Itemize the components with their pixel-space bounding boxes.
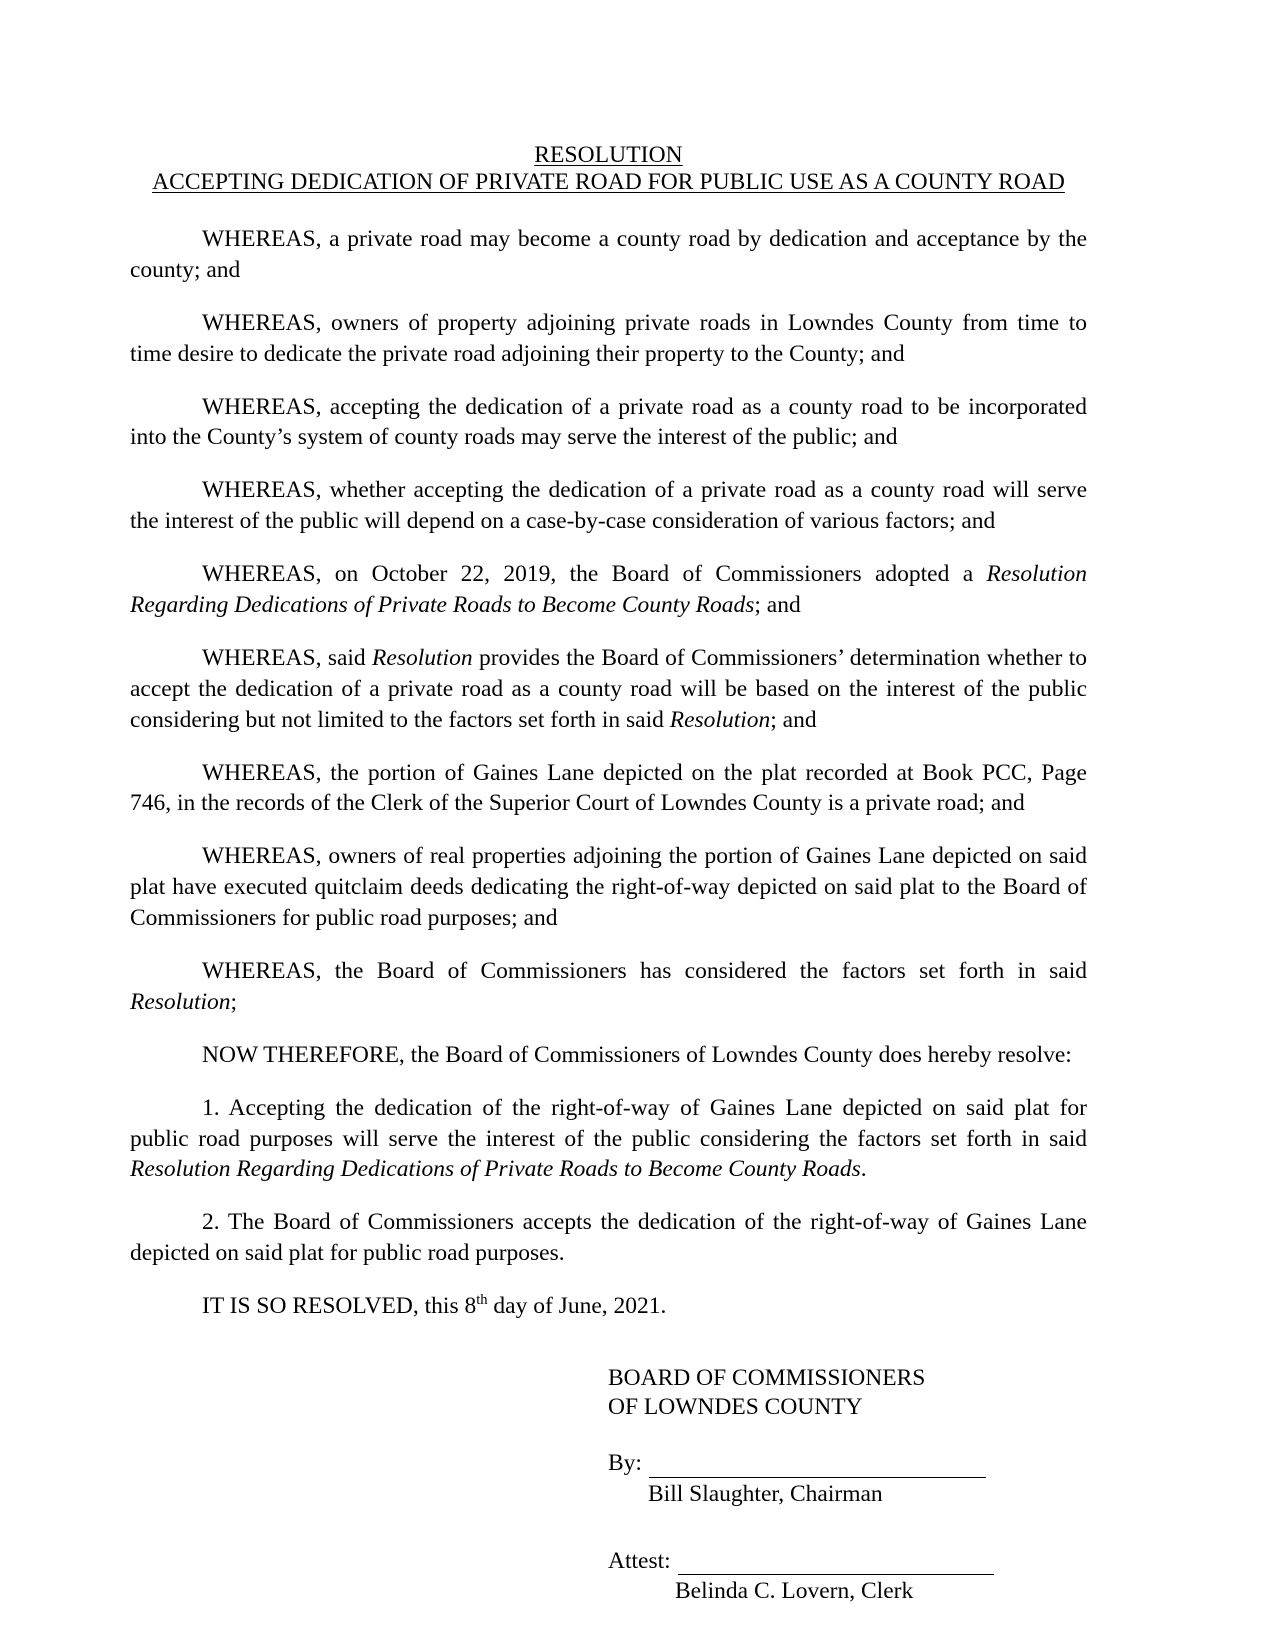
whereas-paragraph-4: WHEREAS, whether accepting the dedication of a private road as a county road will serve the interest of the public will depend on a case-by-case consideration of various factors; and (130, 477, 1087, 535)
whereas-5-text-b: ; and (754, 591, 801, 618)
whereas-paragraph-5 (130, 559, 1087, 621)
whereas-5-text-a: WHEREAS, on October 22, 2019, the Board of Commissioners adopted a (202, 561, 987, 588)
chairman-signature-row (608, 1449, 1087, 1478)
whereas-6-resolution-ref-1: Resolution (372, 644, 473, 671)
whereas-paragraph-8: WHEREAS, owners of real properties adjoining the portion of Gaines Lane depicted on said plat have executed quitclaim deeds dedicating the right-of-way depicted on said plat to the Board of Commissioners for public road purposes; and (130, 843, 1087, 932)
clerk-name: Belinda C. Lovern, Clerk (675, 1578, 914, 1605)
item-1-text-a: 1. Accepting the dedication of the right-of-way of Gaines Lane depicted on said plat for public road purposes will serve the interest of the public considering the factors set forth in said (130, 1094, 1087, 1152)
whereas-paragraph-3: WHEREAS, accepting the dedication of a private road as a county road to be incorporated into the County’s system of county roads may serve the interest of the public; and (130, 393, 1087, 451)
by-label: By: (608, 1449, 642, 1476)
signature-block (608, 1364, 1087, 1606)
clerk-signature-line[interactable] (678, 1556, 994, 1575)
whereas-paragraph-9 (130, 956, 1087, 1018)
whereas-9-text-b: ; (230, 988, 238, 1015)
whereas-5-resolution-title: Resolution Regarding Dedications of Private Roads to Become County Roads (130, 561, 1087, 618)
page-title: RESOLUTION (534, 142, 683, 168)
signature-org-line-2: OF LOWNDES COUNTY (608, 1393, 863, 1420)
whereas-paragraph-2: WHEREAS, owners of property adjoining private roads in Lowndes County from time to time desire to dedicate the private road adjoining their property to the County; and (130, 309, 1087, 367)
now-therefore-paragraph: NOW THEREFORE, the Board of Commissioners of Lowndes County does hereby resolve: (202, 1041, 1072, 1068)
title-line-1-wrap (130, 142, 1087, 169)
clerk-signature-row (608, 1547, 1087, 1576)
whereas-6-text-a: WHEREAS, said (202, 644, 373, 671)
whereas-paragraph-1: WHEREAS, a private road may become a county road by dedication and acceptance by the county; and (130, 225, 1087, 283)
so-resolved-text-a: IT IS SO RESOLVED, this 8 (202, 1293, 477, 1320)
whereas-9-resolution-ref: Resolution (130, 988, 231, 1015)
ordinal-suffix: th (476, 1292, 488, 1309)
whereas-6-text-c: ; and (770, 706, 817, 733)
whereas-9-text-a: WHEREAS, the Board of Commissioners has considered the factors set forth in said (202, 958, 1087, 984)
chairman-name: Bill Slaughter, Chairman (648, 1480, 883, 1507)
document-content (130, 142, 1087, 1606)
attest-label: Attest: (608, 1547, 671, 1574)
whereas-6-resolution-ref-2: Resolution (669, 706, 771, 733)
document-title-block (130, 142, 1087, 197)
signature-org-line-1: BOARD OF COMMISSIONERS (608, 1365, 926, 1392)
so-resolved-text-b: day of June, 2021. (487, 1293, 667, 1320)
item-1-resolution-title: Resolution Regarding Dedications of Private Roads to Become County Roads (130, 1156, 861, 1183)
resolve-item-1 (130, 1093, 1087, 1186)
whereas-paragraph-6 (130, 643, 1087, 736)
whereas-6-text-b: provides the Board of Commissioners’ determination whether to accept the dedication of a private road as a county road will be based on the interest of the public considering but not limited to the factors set forth in said (130, 644, 1087, 733)
so-resolved-line (130, 1291, 1087, 1322)
item-1-text-b: . (860, 1156, 867, 1183)
title-line-2-wrap (130, 169, 1087, 196)
whereas-paragraph-7: WHEREAS, the portion of Gaines Lane depicted on the plat recorded at Book PCC, Page 746, in the records of the Clerk of the Superior Court of Lowndes County is a private road; and (130, 759, 1087, 817)
page-subtitle: ACCEPTING DEDICATION OF PRIVATE ROAD FOR PUBLIC USE AS A COUNTY ROAD (152, 169, 1065, 196)
chairman-signature-line[interactable] (649, 1459, 986, 1478)
resolve-item-2: 2. The Board of Commissioners accepts the dedication of the right-of-way of Gaines Lane depicted on said plat for public road purposes. (130, 1209, 1087, 1267)
